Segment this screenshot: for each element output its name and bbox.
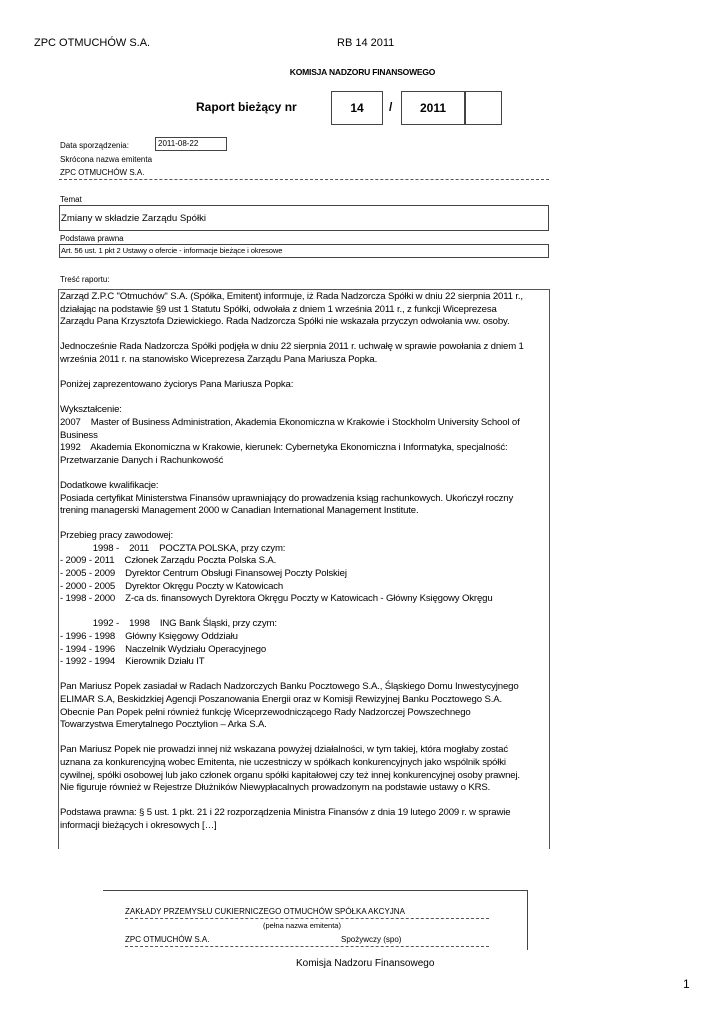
content-gap [60, 732, 550, 745]
content-line: ELIMAR S.A, Beskidzkiej Agencji Poszanowania Energii oraz w Komisji Rewizyjnej Banku Pocztowego S.A. [60, 694, 502, 705]
content-line: 1992 Akademia Ekonomiczna w Krakowie, kierunek: Cybernetyka Ekonomiczna i Informatyka, specjalność: [60, 442, 508, 454]
header-report-code: RB 14 2011 [337, 37, 395, 49]
content-line: Przebieg pracy zawodowej: [60, 530, 174, 542]
content-line: Towarzystwa Emerytalnego Pocztylion – Arka S.A. [60, 719, 267, 731]
footer-dash-2 [125, 946, 489, 947]
report-year: 2011 [419, 101, 447, 115]
footer-short-name: ZPC OTMUCHÓW S.A. [125, 935, 210, 944]
topic-value: Zmiany w składzie Zarządu Spółki [61, 213, 207, 224]
content-line: - 2000 - 2005 Dyrektor Okręgu Poczty w Katowicach [60, 580, 284, 592]
report-number-box [331, 91, 383, 125]
date-value: 2011-08-22 [155, 137, 227, 151]
legal-basis-value: Art. 56 ust. 1 pkt 2 Ustawy o ofercie - informacje bieżące i okresowe [61, 246, 283, 255]
content-line: Wykształcenie: [60, 404, 122, 416]
content-line: - 1998 - 2000 Z-ca ds. finansowych Dyrektora Okręgu Poczty w Katowicach - Główny Księgowy Okręgu [60, 593, 493, 605]
content-gap [60, 392, 550, 405]
report-slash: / [389, 100, 393, 114]
short-name-label: Skrócona nazwa emitenta [60, 155, 153, 164]
content-line: Business [60, 429, 98, 441]
content-line: informacji bieżących i okresowych […] [60, 819, 217, 831]
content-line: Pan Mariusz Popek zasiadał w Radach Nadzorczych Banku Pocztowego S.A., Śląskiego Domu Inwestycyjnego [60, 681, 519, 693]
content-line: 1992 - 1998 ING Bank Śląski, przy czym: [60, 618, 277, 630]
content-line: - 1996 - 1998 Główny Księgowy Oddziału [60, 631, 238, 643]
footer-full-name-caption: (pełna nazwa emitenta) [263, 921, 341, 930]
content-line: 2007 Master of Business Administration, Akademia Ekonomiczna w Krakowie i Stockholm University School of [60, 416, 520, 428]
content-line: Obecnie Pan Popek pełni również funkcję Wiceprzewodniczącego Rady Nadzorczej Powszechnego [60, 706, 471, 718]
divider [59, 179, 549, 180]
content-line: Pan Mariusz Popek nie prowadzi innej niż wskazana powyżej działalności, w tym takiej, która mogłaby zostać [60, 744, 509, 756]
page-number: 1 [683, 977, 690, 991]
content-line: Dodatkowe kwalifikacje: [60, 479, 159, 491]
footer-top-line [103, 890, 527, 891]
content-line: trening managerski Management 2000 w Canadian International Management Institute. [60, 505, 419, 517]
content-line: Nie figuruje również w Rejestrze Dłużników Niewypłacalnych prowadzonym na podstawie ustawy o KRS. [60, 782, 491, 794]
content-line: Jednocześnie Rada Nadzorcza Spółki podjęła w dniu 22 sierpnia 2011 r. uchwałę w sprawie powołania z dniem 1 [60, 341, 524, 353]
header-authority: KOMISJA NADZORU FINANSOWEGO [289, 67, 436, 77]
content-line: Zarządu Pana Krzysztofa Dziewickiego. Rada Nadzorcza Spółki nie wskazała przyczyn odwołania ww. osoby. [60, 316, 510, 328]
header-company: ZPC OTMUCHÓW S.A. [34, 37, 151, 49]
content-gap [60, 467, 550, 480]
report-number: 14 [350, 101, 364, 115]
footer-full-name: ZAKŁADY PRZEMYSŁU CUKIERNICZEGO OTMUCHÓW SPÓŁKA AKCYJNA [125, 907, 405, 916]
date-label: Data sporządzenia: [60, 141, 129, 150]
content-label: Treść raportu: [60, 275, 110, 284]
content-line: 1998 - 2011 POCZTA POLSKA, przy czym: [60, 542, 286, 554]
content-line: września 2011 r. na stanowisko Wiceprezesa Zarządu Pana Mariusza Popka. [60, 353, 378, 365]
content-line: Przetwarzanie Danych i Rachunkowość [60, 454, 224, 466]
content-gap [60, 367, 550, 380]
report-year-box [401, 91, 465, 125]
footer-authority: Komisja Nadzoru Finansowego [296, 958, 435, 969]
content-gap [60, 669, 550, 682]
content-line: - 2005 - 2009 Dyrektor Centrum Obsługi Finansowej Poczty Polskiej [60, 568, 347, 580]
content-gap [60, 329, 550, 342]
content-line: Poniżej zaprezentowano życiorys Pana Mariusza Popka: [60, 379, 294, 391]
content-line: Posiada certyfikat Ministerstwa Finansów uprawniający do prowadzenia ksiąg rachunkowych. Ukończył roczny [60, 492, 514, 504]
report-extra-box [465, 91, 502, 125]
content-gap [60, 795, 550, 808]
content-line: działając na podstawie §9 ust 1 Statutu Spółki, odwołała z dniem 1 września 2011 r., z funkcji Wiceprezesa [60, 303, 497, 315]
content-gap [60, 606, 550, 619]
footer-right-line [527, 890, 528, 950]
content-gap [60, 518, 550, 531]
content-line: - 2009 - 2011 Członek Zarządu Poczta Polska S.A. [60, 555, 277, 567]
short-name-value: ZPC OTMUCHÓW S.A. [60, 168, 145, 177]
content-line: uznana za konkurencyjną wobec Emitenta, nie uczestniczy w spółkach konkurencyjnych jako wspólnik spółki [60, 756, 506, 768]
topic-label: Temat [60, 195, 82, 204]
legal-basis-label: Podstawa prawna [60, 234, 124, 243]
topic-box [59, 205, 549, 231]
content-line: Podstawa prawna: § 5 ust. 1 pkt. 21 i 22 rozporządzenia Ministra Finansów z dnia 19 lutego 2009 r. w sprawie [60, 807, 511, 819]
footer-dash-1 [125, 918, 489, 919]
footer-sector: Spożywczy (spo) [341, 935, 402, 944]
content-line: - 1992 - 1994 Kierownik Działu IT [60, 656, 205, 668]
content-line: Zarząd Z.P.C "Otmuchów" S.A. (Spółka, Emitent) informuje, iż Rada Nadzorcza Spółki w dniu 22 sierpnia 2011 r., [60, 291, 523, 302]
content-line: - 1994 - 1996 Naczelnik Wydziału Operacyjnego [60, 643, 267, 655]
report-title: Raport bieżący nr [196, 100, 297, 114]
report-content [60, 291, 550, 833]
legal-basis-box [59, 244, 549, 258]
content-line: cywilnej, spółki osobowej lub jako członek organu spółki kapitałowej czy też innej konkurencyjnej osoby prawnej. [60, 769, 520, 781]
